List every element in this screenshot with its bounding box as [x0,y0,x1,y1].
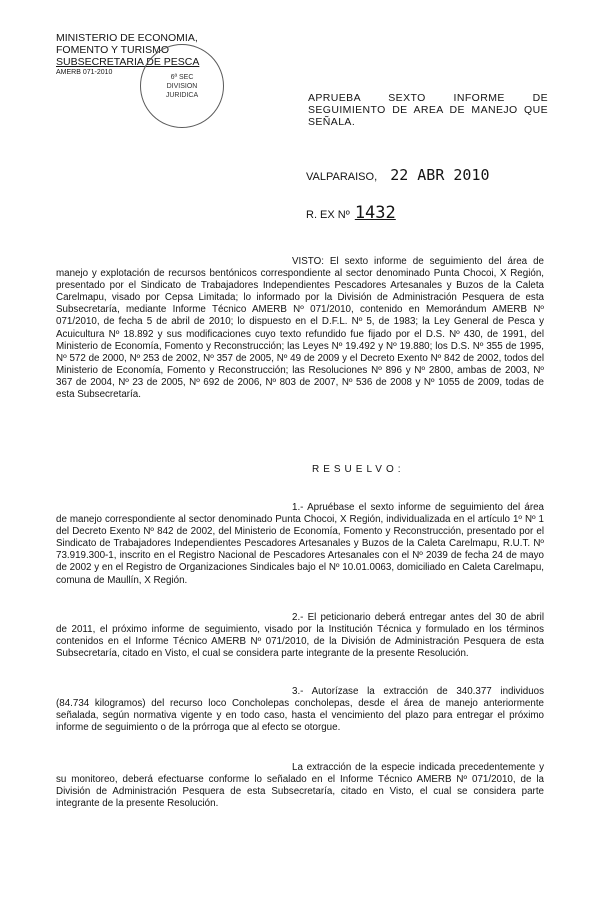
ministry-line: MINISTERIO DE ECONOMIA, [56,32,198,44]
resolution-item-1: 1.- Apruébase el sexto informe de seguimiento del área de manejo correspondiente al sector denominado Punta Chocoi, X Región, individualizada en el artículo 1º Nº 1 del Decreto Exento Nº 842 de 2002, del Ministerio de Economía, Fomento y Reconstrucción, presentado por el Sindicato de Trabajadores Independientes Pescadores Artesanales y Buzos de la Caleta Carelmapu, R.U.T. Nº 73.919.300-1, inscrito en el Registro Nacional de Pescadores Artesanales con el Nº 2039 de fecha 24 de mayo de 2002 y en el Registro de Organizaciones Sindicales bajo el Nº 10.01.0063, domiciliado en Caleta Carelmapu, comuna de Maullín, X Región. [56,502,544,586]
rex-number: 1432 [354,203,396,223]
date-city: VALPARAISO, [306,171,378,183]
amerb-reference: AMERB 071-2010 [56,69,113,76]
stamp-division: DIVISION [166,83,198,90]
extraction-paragraph: La extracción de la especie indicada precedentemente y su monitoreo, deberá efectuarse conforme lo señalado en el Informe Técnico AMERB Nº 071/2010, de la División de Administración Pesquera de esta Subsecretaría, citado en Visto, el cual se considera parte integrante de la presente Resolución. [56,762,544,810]
stamp-sec: 6ª SEC [170,74,194,81]
subsecretaria-line: SUBSECRETARIA DE PESCA [56,56,200,68]
date-stamp: 22 ABR 2010 [390,166,490,184]
resolution-item-2: 2.- El peticionario deberá entregar antes del 30 de abril de 2011, el próximo informe de seguimiento, visado por la Institución Técnica y formulado en los términos contenidos en el Informe Técnico AMERB Nº 071/2010, de la División de Administración Pesquera de esta Subsecretaría, citado en Visto, el cual se considera parte integrante de la presente Resolución. [56,612,544,660]
stamp-juridica: JURIDICA [165,92,199,99]
resolution-summary: APRUEBA SEXTO INFORME DE SEGUIMIENTO DE AREA DE MANEJO QUE SEÑALA. [308,92,548,128]
visto-paragraph: VISTO: El sexto informe de seguimiento del área de manejo y explotación de recursos bentónicos correspondiente al sector denominado Punta Chocoi, X Región, presentado por el Sindicato de Trabajadores Independientes Pescadores Artesanales y Buzos de la Caleta Carelmapu, visado por Cepsa Limitada; lo informado por la División de Administración Pesquera de esta Subsecretaría, mediante Informe Técnico AMERB Nº 071/2010, contenido en Memorándum AMERB Nº 071/2010, de fecha 5 de abril de 2010; lo dispuesto en el D.F.L. Nº 5, de 1983; la Ley General de Pesca y Acuicultura Nº 18.892 y sus modificaciones cuyo texto refundido fue fijado por el D.S. Nº 430, de 1991, del Ministerio de Economía, Fomento y Reconstrucción; las Leyes Nº 19.492 y Nº 19.880; los D.S. Nº 355 de 1995, Nº 572 de 2000, Nº 253 de 2002, Nº 357 de 2005, Nº 49 de 2009 y el Decreto Exento Nº 842 de 2002, todos del Ministerio de Economía, Fomento y Reconstrucción; las Resoluciones Nº 896 y Nº 2800, ambas de 2003, Nº 367 de 2004, Nº 23 de 2005, Nº 692 de 2006, Nº 803 de 2007, Nº 536 de 2008 y Nº 1055 de 2009, todas de esta Subsecretaría. [56,256,544,401]
date-line [306,166,490,184]
division-juridica-stamp [140,44,224,128]
ministry-line-2: FOMENTO Y TURISMO [56,44,169,56]
resuelvo-heading: RESUELVO: [312,464,405,475]
rex-prefix: R. EX Nº [306,209,350,221]
resolution-item-3: 3.- Autorízase la extracción de 340.377 individuos (84.734 kilogramos) del recurso loco Concholepas concholepas, desde el área de manejo anteriormente señalada, según normativa vigente y en todo caso, hasta el vencimiento del plazo para entregar el próximo informe de seguimiento o de la prórroga que al efecto se otorgue. [56,686,544,734]
resolution-number-line [306,203,396,223]
